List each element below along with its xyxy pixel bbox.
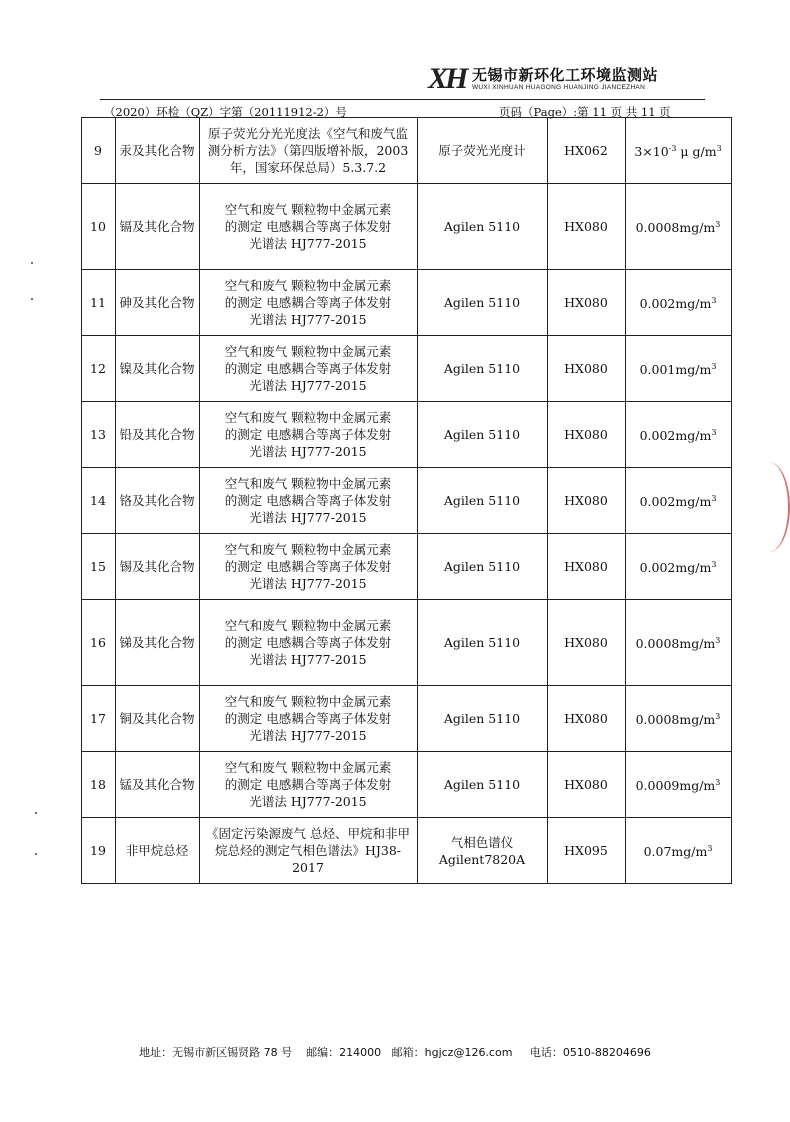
test-method: 空气和废气 颗粒物中金属元素 的测定 电感耦合等离子体发射 光谱法 HJ777-2015 <box>199 534 417 600</box>
test-item: 砷及其化合物 <box>115 270 199 336</box>
company-name-en: WUXI XINHUAN HUAGONG HUANJING JIANCEZHAN <box>472 84 646 91</box>
row-number: 14 <box>81 468 115 534</box>
limit-value: 0.002 <box>639 560 676 576</box>
limit-unit: mg/m <box>679 220 716 236</box>
instrument-code: HX062 <box>547 118 625 184</box>
table-row <box>49 402 731 468</box>
test-method: 空气和废气 颗粒物中金属元素 的测定 电感耦合等离子体发射 光谱法 HJ777-2015 <box>199 468 417 534</box>
instrument: Agilen 5110 <box>417 184 547 270</box>
footer-email: 邮箱：hgjcz@126.com <box>391 1046 513 1059</box>
detection-limit <box>625 468 731 534</box>
test-method: 空气和废气 颗粒物中金属元素 的测定 电感耦合等离子体发射 光谱法 HJ777-2015 <box>199 686 417 752</box>
unit-exponent: 3 <box>715 778 721 788</box>
table-row <box>49 118 731 184</box>
limit-value: 0.002 <box>639 428 676 444</box>
limit-unit: mg/m <box>671 844 708 860</box>
detection-limit <box>625 270 731 336</box>
detection-limit <box>625 336 731 402</box>
test-item: 锑及其化合物 <box>115 600 199 686</box>
test-item: 锰及其化合物 <box>115 752 199 818</box>
table-row <box>49 270 731 336</box>
unit-exponent: 3 <box>711 560 717 570</box>
instrument-code: HX080 <box>547 402 625 468</box>
instrument-code: HX080 <box>547 336 625 402</box>
instrument: Agilen 5110 <box>417 468 547 534</box>
limit-unit: mg/m <box>675 362 712 378</box>
instrument-code: HX080 <box>547 534 625 600</box>
test-method: 《固定污染源废气 总烃、甲烷和非甲烷总烃的测定气相色谱法》HJ38-2017 <box>199 818 417 884</box>
limit-unit: mg/m <box>675 494 712 510</box>
limit-value: 0.002 <box>639 296 676 312</box>
detection-limit <box>625 686 731 752</box>
page-info: 页码（Page）:第 11 页 共 11 页 <box>499 105 671 119</box>
logo-mark: XH <box>428 62 466 95</box>
instrument: 原子荧光光度计 <box>417 118 547 184</box>
scan-speck <box>31 262 33 264</box>
unit-exponent: 3 <box>711 362 717 372</box>
test-method: 空气和废气 颗粒物中金属元素 的测定 电感耦合等离子体发射 光谱法 HJ777-2015 <box>199 600 417 686</box>
scan-speck <box>31 298 33 300</box>
instrument: Agilen 5110 <box>417 270 547 336</box>
unit-exponent: 3 <box>715 220 721 230</box>
unit-exponent: 3 <box>715 636 721 646</box>
test-item: 锡及其化合物 <box>115 534 199 600</box>
row-number: 9 <box>81 118 115 184</box>
unit-exponent: 3 <box>715 712 721 722</box>
detection-limit <box>625 534 731 600</box>
test-item: 镍及其化合物 <box>115 336 199 402</box>
company-logo <box>428 62 678 94</box>
table-row <box>49 468 731 534</box>
instrument: Agilen 5110 <box>417 534 547 600</box>
report-number: （2020）环检（QZ）字第（20111912-2）号 <box>104 105 347 119</box>
footer-address: 地址：无锡市新区锡贤路 78 号 <box>139 1046 293 1059</box>
table-row <box>49 534 731 600</box>
test-method: 空气和废气 颗粒物中金属元素 的测定 电感耦合等离子体发射 光谱法 HJ777-2015 <box>199 270 417 336</box>
limit-unit: mg/m <box>679 712 716 728</box>
footer-postcode: 邮编：214000 <box>306 1046 382 1059</box>
unit-exponent: 3 <box>707 844 713 854</box>
limit-value: 0.0008 <box>635 220 680 236</box>
instrument-code: HX080 <box>547 270 625 336</box>
instrument: Agilen 5110 <box>417 686 547 752</box>
instrument: Agilen 5110 <box>417 402 547 468</box>
unit-exponent: 3 <box>711 494 717 504</box>
table-row <box>49 818 731 884</box>
instrument-code: HX080 <box>547 468 625 534</box>
detection-limit <box>625 752 731 818</box>
limit-unit: mg/m <box>679 778 716 794</box>
detection-limit <box>625 402 731 468</box>
unit-exponent: 3 <box>711 296 717 306</box>
limit-value: 0.0008 <box>635 712 680 728</box>
row-number: 16 <box>81 600 115 686</box>
instrument: Agilen 5110 <box>417 600 547 686</box>
limit-value: 0.002 <box>639 494 676 510</box>
scan-speck <box>35 812 37 814</box>
limit-value: 3×10 <box>634 144 669 160</box>
limit-exponent: -3 <box>668 144 677 154</box>
test-method: 空气和废气 颗粒物中金属元素 的测定 电感耦合等离子体发射 光谱法 HJ777-2015 <box>199 336 417 402</box>
limit-unit: mg/m <box>675 560 712 576</box>
limit-value: 0.0009 <box>635 778 680 794</box>
table-row <box>49 336 731 402</box>
test-item: 铬及其化合物 <box>115 468 199 534</box>
test-method: 空气和废气 颗粒物中金属元素 的测定 电感耦合等离子体发射 光谱法 HJ777-2015 <box>199 752 417 818</box>
row-number: 12 <box>81 336 115 402</box>
instrument-code: HX080 <box>547 600 625 686</box>
table-row <box>49 600 731 686</box>
instrument: Agilen 5110 <box>417 336 547 402</box>
limit-unit: μ g/m <box>676 144 717 160</box>
table-row <box>49 752 731 818</box>
footer-contact <box>0 1044 790 1060</box>
row-number: 13 <box>81 402 115 468</box>
test-item: 汞及其化合物 <box>115 118 199 184</box>
limit-value: 0.07 <box>643 844 672 860</box>
test-item: 铜及其化合物 <box>115 686 199 752</box>
detection-limit <box>625 118 731 184</box>
test-method: 空气和废气 颗粒物中金属元素 的测定 电感耦合等离子体发射 光谱法 HJ777-2015 <box>199 402 417 468</box>
instrument-code: HX080 <box>547 752 625 818</box>
limit-value: 0.001 <box>639 362 676 378</box>
test-item: 镉及其化合物 <box>115 184 199 270</box>
methods-table <box>49 117 732 884</box>
company-name-cn: 无锡市新环化工环境监测站 <box>472 66 659 84</box>
instrument-code: HX080 <box>547 184 625 270</box>
row-number: 18 <box>81 752 115 818</box>
instrument-code: HX080 <box>547 686 625 752</box>
row-number: 17 <box>81 686 115 752</box>
instrument: Agilen 5110 <box>417 752 547 818</box>
footer-phone: 电话：0510-88204696 <box>529 1046 651 1059</box>
detection-limit <box>625 184 731 270</box>
left-margin-column <box>49 118 81 884</box>
test-method: 原子荧光分光光度法《空气和废气监测分析方法》（第四版增补版，2003 年，国家环保总局）5.3.7.2 <box>199 118 417 184</box>
instrument-code: HX095 <box>547 818 625 884</box>
limit-unit: mg/m <box>675 428 712 444</box>
unit-exponent: 3 <box>711 428 717 438</box>
table-row <box>49 184 731 270</box>
detection-limit <box>625 818 731 884</box>
scan-speck <box>35 853 37 855</box>
detection-limit <box>625 600 731 686</box>
unit-exponent: 3 <box>716 144 722 154</box>
test-item: 铅及其化合物 <box>115 402 199 468</box>
limit-value: 0.0008 <box>635 636 680 652</box>
test-method: 空气和废气 颗粒物中金属元素 的测定 电感耦合等离子体发射 光谱法 HJ777-2015 <box>199 184 417 270</box>
seal-stamp <box>748 462 790 552</box>
row-number: 10 <box>81 184 115 270</box>
row-number: 15 <box>81 534 115 600</box>
table-row <box>49 686 731 752</box>
header-rule-top <box>100 99 705 100</box>
limit-unit: mg/m <box>675 296 712 312</box>
row-number: 19 <box>81 818 115 884</box>
limit-unit: mg/m <box>679 636 716 652</box>
test-item: 非甲烷总烃 <box>115 818 199 884</box>
row-number: 11 <box>81 270 115 336</box>
instrument: 气相色谱仪 Agilent7820A <box>417 818 547 884</box>
